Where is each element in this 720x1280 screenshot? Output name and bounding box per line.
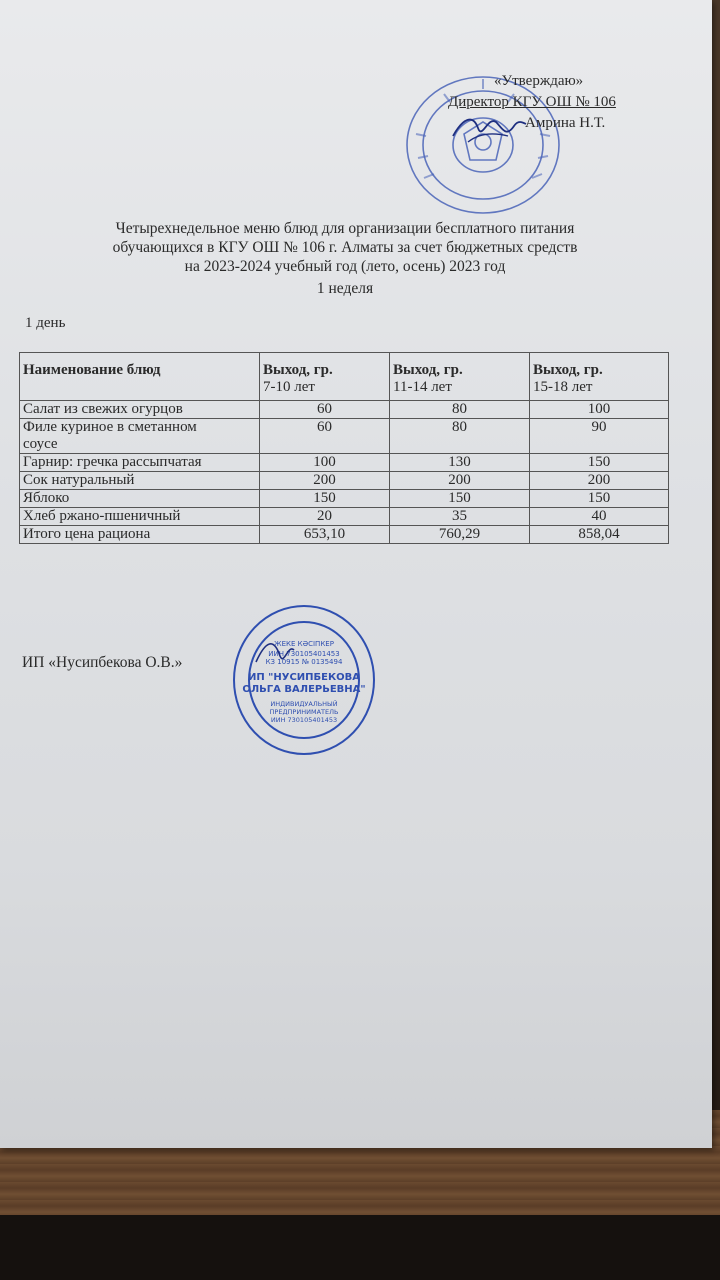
column-header: Выход, гр. 7-10 лет [260, 353, 390, 401]
dish-name: Салат из свежих огурцов [20, 401, 260, 419]
dark-floor [0, 1215, 720, 1280]
director-signature [448, 108, 528, 148]
portion-cell: 150 [260, 490, 390, 508]
dish-name: Хлеб ржано-пшеничный [20, 508, 260, 526]
menu-table [19, 352, 669, 544]
director-line: Директор КГУ ОШ № 106 [448, 94, 616, 110]
portion-cell: 200 [260, 472, 390, 490]
portion-cell: 35 [390, 508, 530, 526]
svg-text:ИИН 730105401453: ИИН 730105401453 [270, 716, 338, 724]
director-name: Амрина Н.Т. [525, 115, 606, 131]
svg-text:ИНДИВИДУАЛЬНЫЙ: ИНДИВИДУАЛЬНЫЙ [270, 700, 338, 708]
portion-cell: 100 [530, 401, 669, 419]
week-label: 1 неделя [316, 280, 374, 297]
menu-title-line-1: Четырехнедельное меню блюд для организации бесплатного питания [115, 220, 575, 237]
table-total-row [20, 526, 669, 544]
portion-cell: 80 [390, 401, 530, 419]
svg-text:ИП "НУСИПБЕКОВА: ИП "НУСИПБЕКОВА [247, 672, 361, 683]
price-cell: 653,10 [260, 526, 390, 544]
table-row [20, 401, 669, 419]
portion-cell: 200 [530, 472, 669, 490]
total-label: Итого цена рациона [20, 526, 260, 544]
svg-text:ИИН 730105401453: ИИН 730105401453 [268, 650, 340, 658]
supplier-label: ИП «Нусипбекова О.В.» [22, 654, 183, 671]
price-cell: 858,04 [530, 526, 669, 544]
portion-cell: 20 [260, 508, 390, 526]
dish-name: Гарнир: гречка рассыпчатая [20, 454, 260, 472]
table-row [20, 508, 669, 526]
svg-text:ПРЕДПРИНИМАТЕЛЬ: ПРЕДПРИНИМАТЕЛЬ [269, 708, 339, 716]
portion-cell: 150 [390, 490, 530, 508]
table-row [20, 419, 669, 454]
table-row [20, 454, 669, 472]
column-header: Выход, гр. 11-14 лет [390, 353, 530, 401]
portion-cell: 90 [530, 419, 669, 454]
svg-text:КЗ 10915 № 0135494: КЗ 10915 № 0135494 [265, 658, 343, 666]
approval-heading: «Утверждаю» [494, 73, 584, 89]
portion-cell: 100 [260, 454, 390, 472]
svg-text:ОЛЬГА ВАЛЕРЬЕВНА": ОЛЬГА ВАЛЕРЬЕВНА" [242, 684, 366, 695]
portion-cell: 80 [390, 419, 530, 454]
day-label: 1 день [25, 315, 66, 331]
dish-name: Яблоко [20, 490, 260, 508]
portion-cell: 150 [530, 490, 669, 508]
column-header: Наименование блюд [20, 353, 260, 401]
table-header-row [20, 353, 669, 401]
svg-text:ЖЕКЕ КӘСІПКЕР: ЖЕКЕ КӘСІПКЕР [274, 640, 334, 648]
menu-title-line-3: на 2023-2024 учебный год (лето, осень) 2023 год [184, 258, 506, 275]
supplier-seal [230, 600, 378, 760]
portion-cell: 40 [530, 508, 669, 526]
table-row [20, 490, 669, 508]
menu-title-line-2: обучающихся в КГУ ОШ № 106 г. Алматы за счет бюджетных средств [112, 239, 578, 256]
price-cell: 760,29 [390, 526, 530, 544]
dish-name: Филе куриное в сметанном соусе [20, 419, 260, 454]
portion-cell: 150 [530, 454, 669, 472]
portion-cell: 60 [260, 419, 390, 454]
table-row [20, 472, 669, 490]
portion-cell: 130 [390, 454, 530, 472]
column-header: Выход, гр. 15-18 лет [530, 353, 669, 401]
dish-name: Сок натуральный [20, 472, 260, 490]
portion-cell: 200 [390, 472, 530, 490]
portion-cell: 60 [260, 401, 390, 419]
